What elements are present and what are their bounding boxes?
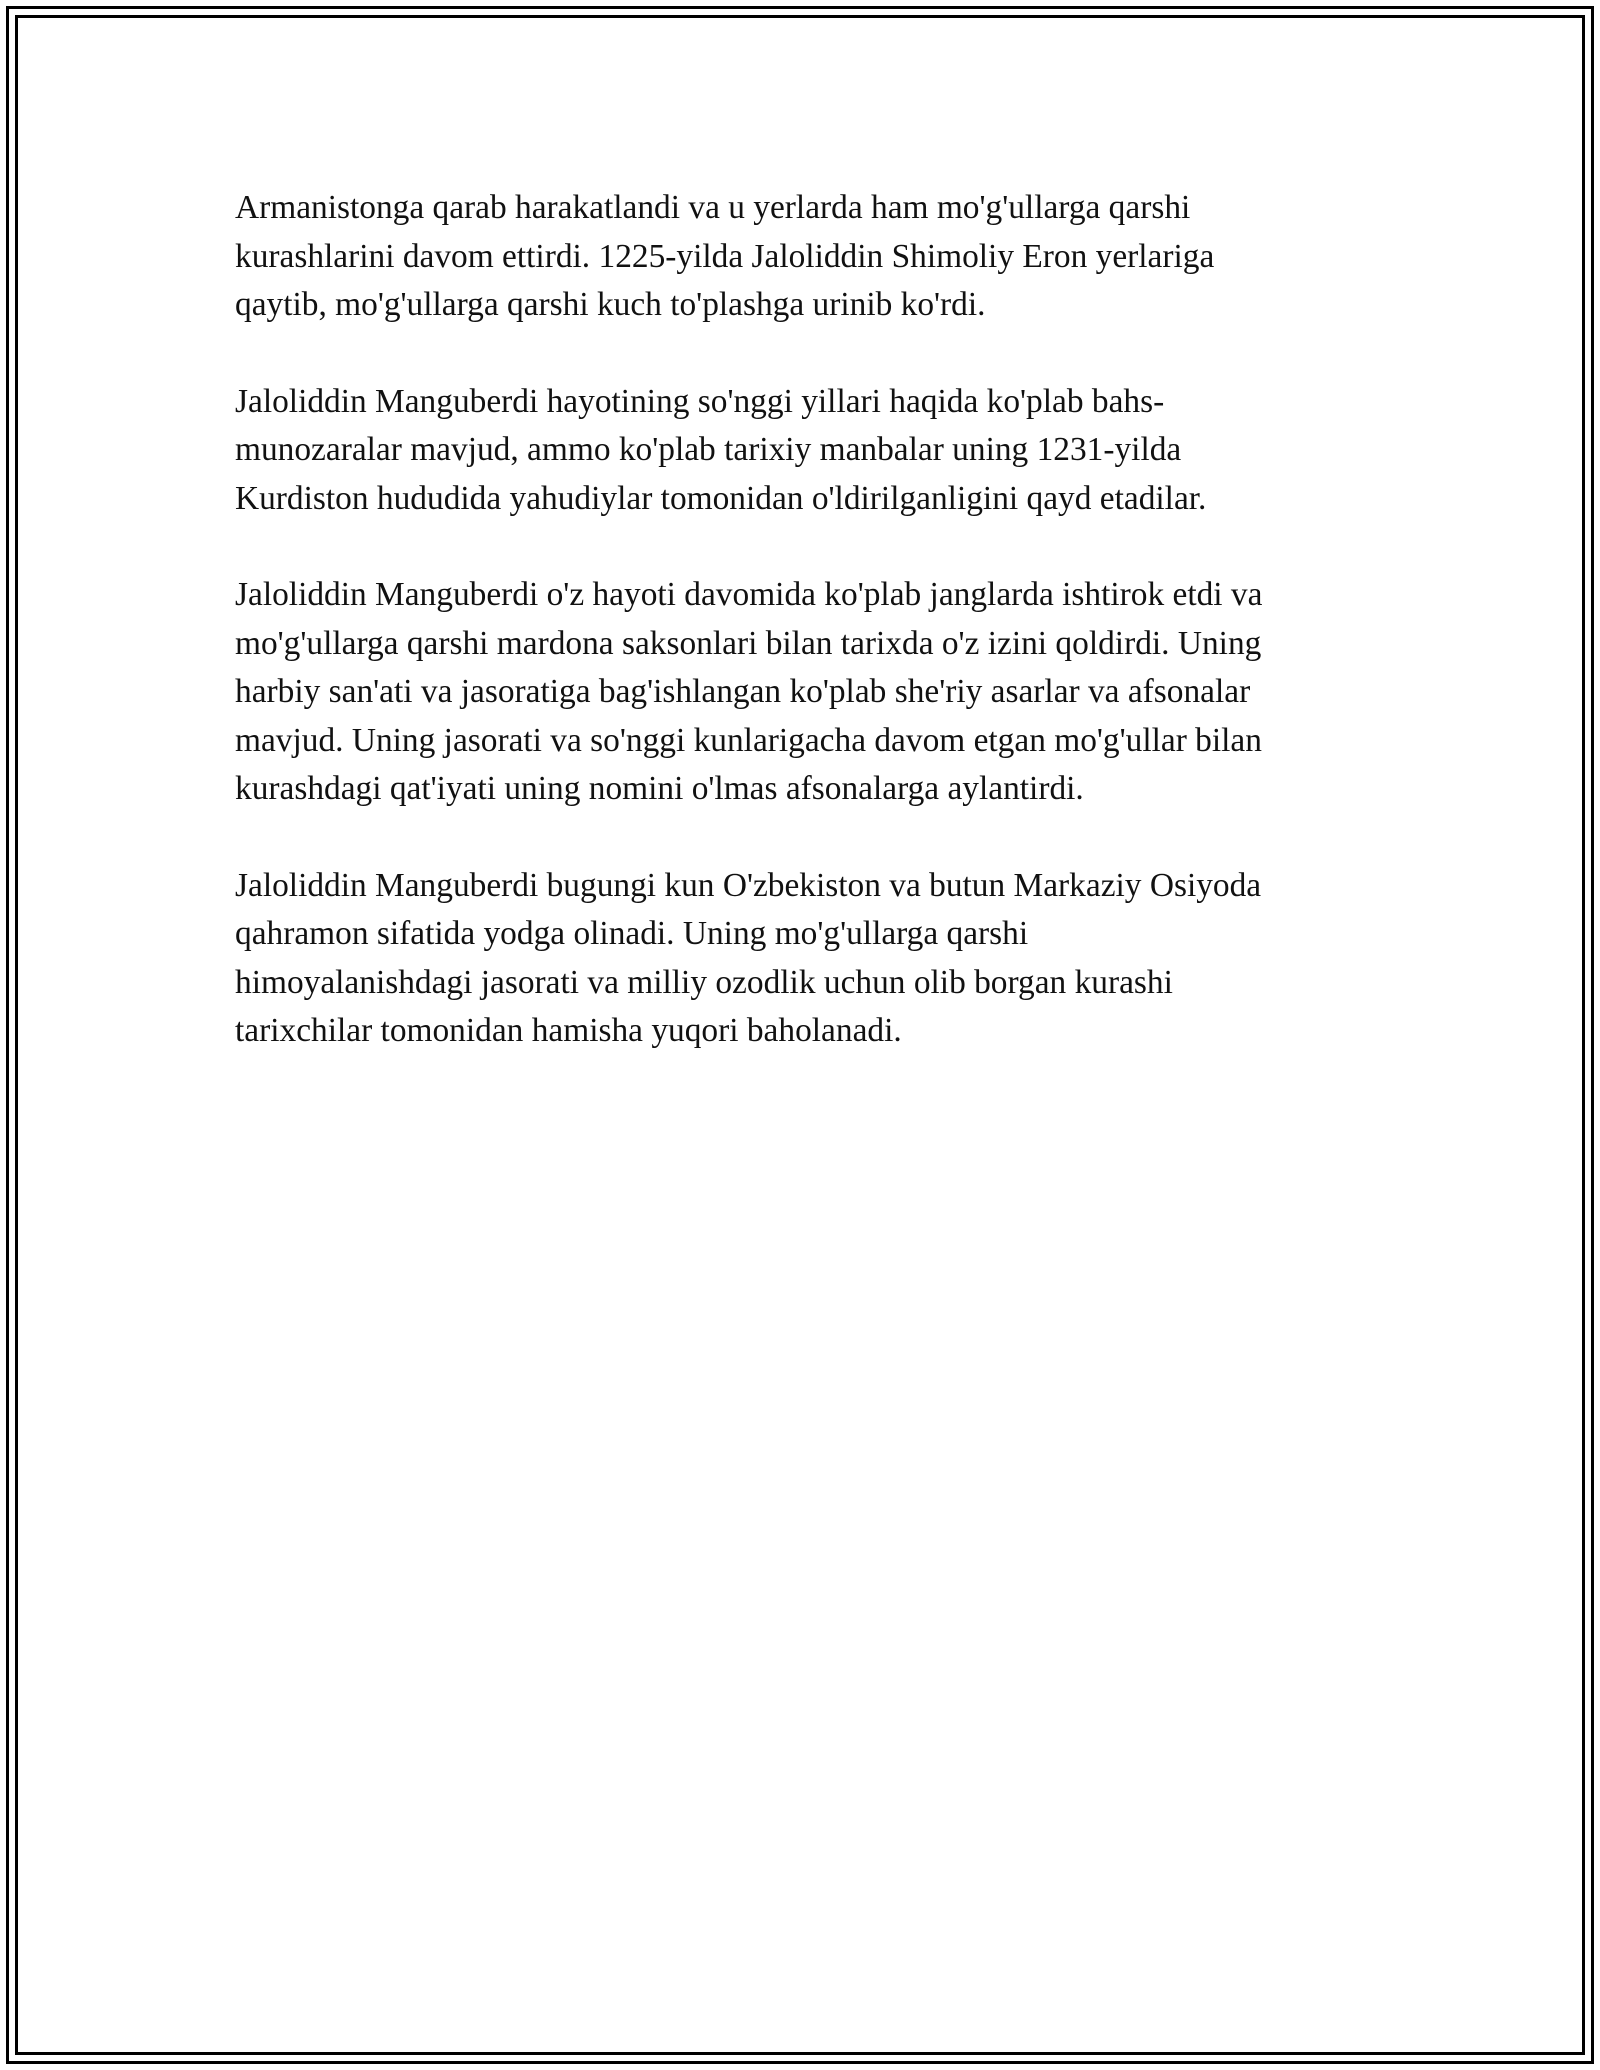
text-line: Jaloliddin Manguberdi bugungi kun O'zbekiston va butun Markaziy Osiyoda <box>235 866 1262 904</box>
text-line: tarixchilar tomonidan hamisha yuqori baholanadi. <box>235 1012 902 1049</box>
text-line: kurashdagi qat'iyati uning nomini o'lmas afsonalarga aylantirdi. <box>235 770 1084 807</box>
paragraph <box>235 862 1385 1056</box>
text-line: Jaloliddin Manguberdi hayotining so'nggi yillari haqida ko'plab bahs- <box>235 382 1165 420</box>
text-line: qahramon sifatida yodga olinadi. Uning mo'g'ullarga qarshi <box>235 915 1029 952</box>
text-line: Kurdiston hududida yahudiylar tomonidan o'ldirilganligini qayd etadilar. <box>235 479 1207 517</box>
document-body <box>235 184 1385 1104</box>
text-line: kurashlarini davom ettirdi. 1225-yilda Jaloliddin Shimoliy Eron yerlariga <box>235 237 1215 275</box>
text-line: mavjud. Uning jasorati va so'nggi kunlarigacha davom etgan mo'g'ullar bilan <box>235 721 1262 759</box>
paragraph <box>235 378 1385 524</box>
paragraph <box>235 571 1385 814</box>
text-line: Jaloliddin Manguberdi o'z hayoti davomida ko'plab janglarda ishtirok etdi va <box>235 576 1263 613</box>
paragraph <box>235 184 1385 330</box>
text-line: munozaralar mavjud, ammo ko'plab tarixiy manbalar uning 1231-yilda <box>235 431 1182 468</box>
text-line: qaytib, mo'g'ullarga qarshi kuch to'plashga urinib ko'rdi. <box>235 286 986 323</box>
text-line: himoyalanishdagi jasorati va milliy ozodlik uchun olib borgan kurashi <box>235 963 1173 1001</box>
text-line: mo'g'ullarga qarshi mardona saksonlari bilan tarixda o'z izini qoldirdi. Uning <box>235 624 1262 662</box>
text-line: harbiy san'ati va jasoratiga bag'ishlangan ko'plab she'riy asarlar va afsonalar <box>235 673 1251 710</box>
text-line: Armanistonga qarab harakatlandi va u yerlarda ham mo'g'ullarga qarshi <box>235 189 1191 226</box>
